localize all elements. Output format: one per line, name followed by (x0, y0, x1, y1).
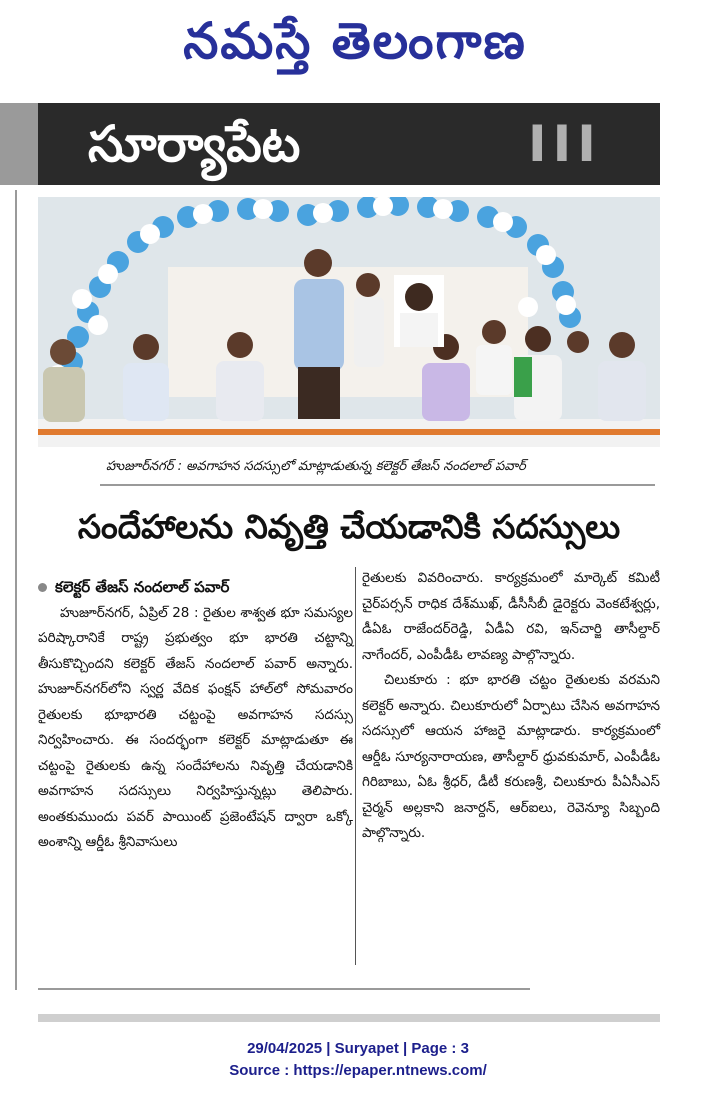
page-frame-line (15, 190, 17, 990)
news-photo (38, 197, 660, 447)
page-footer (0, 1038, 716, 1082)
article-column-right (362, 566, 660, 847)
article-body-right-1: రైతులకు వివరించారు. కార్యక్రమంలో మార్కెట్ కమిటీ చైర్‌పర్సన్ రాధిక దేశ్‌ముఖ్, డీసీసీబీ డైరెక్టరు వెంకటేశ్వర్లు, డీఏఓ రాజేందర్‌రెడ్డి, ఏడీఏ రవి, ఇన్‌చార్జి తాసీల్దార్ నాగేందర్, ఎంపీడీఓ లావణ్య పాల్గొన్నారు. (362, 570, 660, 663)
footer-source-link[interactable]: Source : https://epaper.ntnews.com/ (229, 1062, 487, 1079)
body-left-text: హుజూర్‌నగర్, ఏప్రిల్ 28 : రైతుల శాశ్వత భూ సమస్యల పరిష్కారానికే రాష్ట్ర ప్రభుత్వం భూ భారతి చట్టాన్ని తీసుకొచ్చిందని కలెక్టర్ తేజస్ నందలాల్ పవార్ అన్నారు. హుజూర్‌నగర్‌లోని స్వర్ణ వేదిక ఫంక్షన్ హాల్‌లో సోమవారం రైతులకు భూభారతి చట్టంపై అవగాహన సదస్సు నిర్వహించారు. ఈ సందర్భంగా కలెక్టర్ మాట్లాడుతూ ఈ చట్టంపై రైతులకు ఉన్న సందేహాలను నివృత్తి చేయడానికి అవగాహన సదస్సులు నిర్వహిస్తున్నట్లు తెలిపారు. అంతకుముందు పవర్ పాయింట్ ప్రజెంటేషన్ ద్వారా ఒక్కో అంశాన్ని ఆర్డీఓ శ్రీనివాసులు (38, 604, 353, 850)
band-edge (0, 103, 38, 185)
masthead (0, 0, 716, 95)
section-header-band (38, 103, 660, 185)
article-column-left (38, 575, 353, 856)
body-right-2-text: చిలుకూరు : భూ భారతి చట్టం రైతులకు వరమని కలెక్టర్ అన్నారు. చిలుకూరులో ఏర్పాటు చేసిన అవగాహన సదస్సులో ఆయన హాజరై మాట్లాడారు. కార్యక్రమంలో ఆర్డీఓ సూర్యనారాయణ, తాసీల్దార్ ధ్రువకుమార్, ఎంపీడీఓ గిరిబాబు, ఏఓ శ్రీధర్, డీటీ కరుణశ్రీ, చిలుకూరు పీఏసీఎస్ చైర్మన్ అల్లకాని జనార్దన్, ఆర్ఐలు, రెవెన్యూ సిబ్బంది పాల్గొన్నారు. (362, 672, 660, 841)
bullet-icon (38, 583, 47, 592)
article-headline: సందేహాలను నివృత్తి చేయడానికి సదస్సులు (77, 507, 621, 546)
column-divider (355, 567, 356, 965)
subhead-text: కలెక్టర్ తేజస్ నందలాల్ పవార్ (55, 578, 230, 596)
section-name: సూర్యాపేట (88, 115, 301, 173)
caption-underline (100, 484, 655, 486)
photo-caption: హుజూర్‌నగర్ : అవగాహన సదస్సులో మాట్లాడుతున్న కలెక్టర్ తేజస్ నందలాల్ పవార్ (106, 459, 526, 474)
section-mark: III (528, 115, 602, 173)
bottom-rule (38, 988, 530, 990)
event-photo-illustration (38, 197, 660, 447)
article-body-left (38, 601, 353, 856)
newspaper-logo: నమస్తే తెలంగాణ (183, 11, 527, 70)
article-body-right-2 (362, 668, 660, 847)
next-article-edge (38, 1014, 660, 1022)
footer-date-edition: 29/04/2025 | Suryapet | Page : 3 (247, 1040, 469, 1057)
article-subhead (38, 575, 353, 601)
